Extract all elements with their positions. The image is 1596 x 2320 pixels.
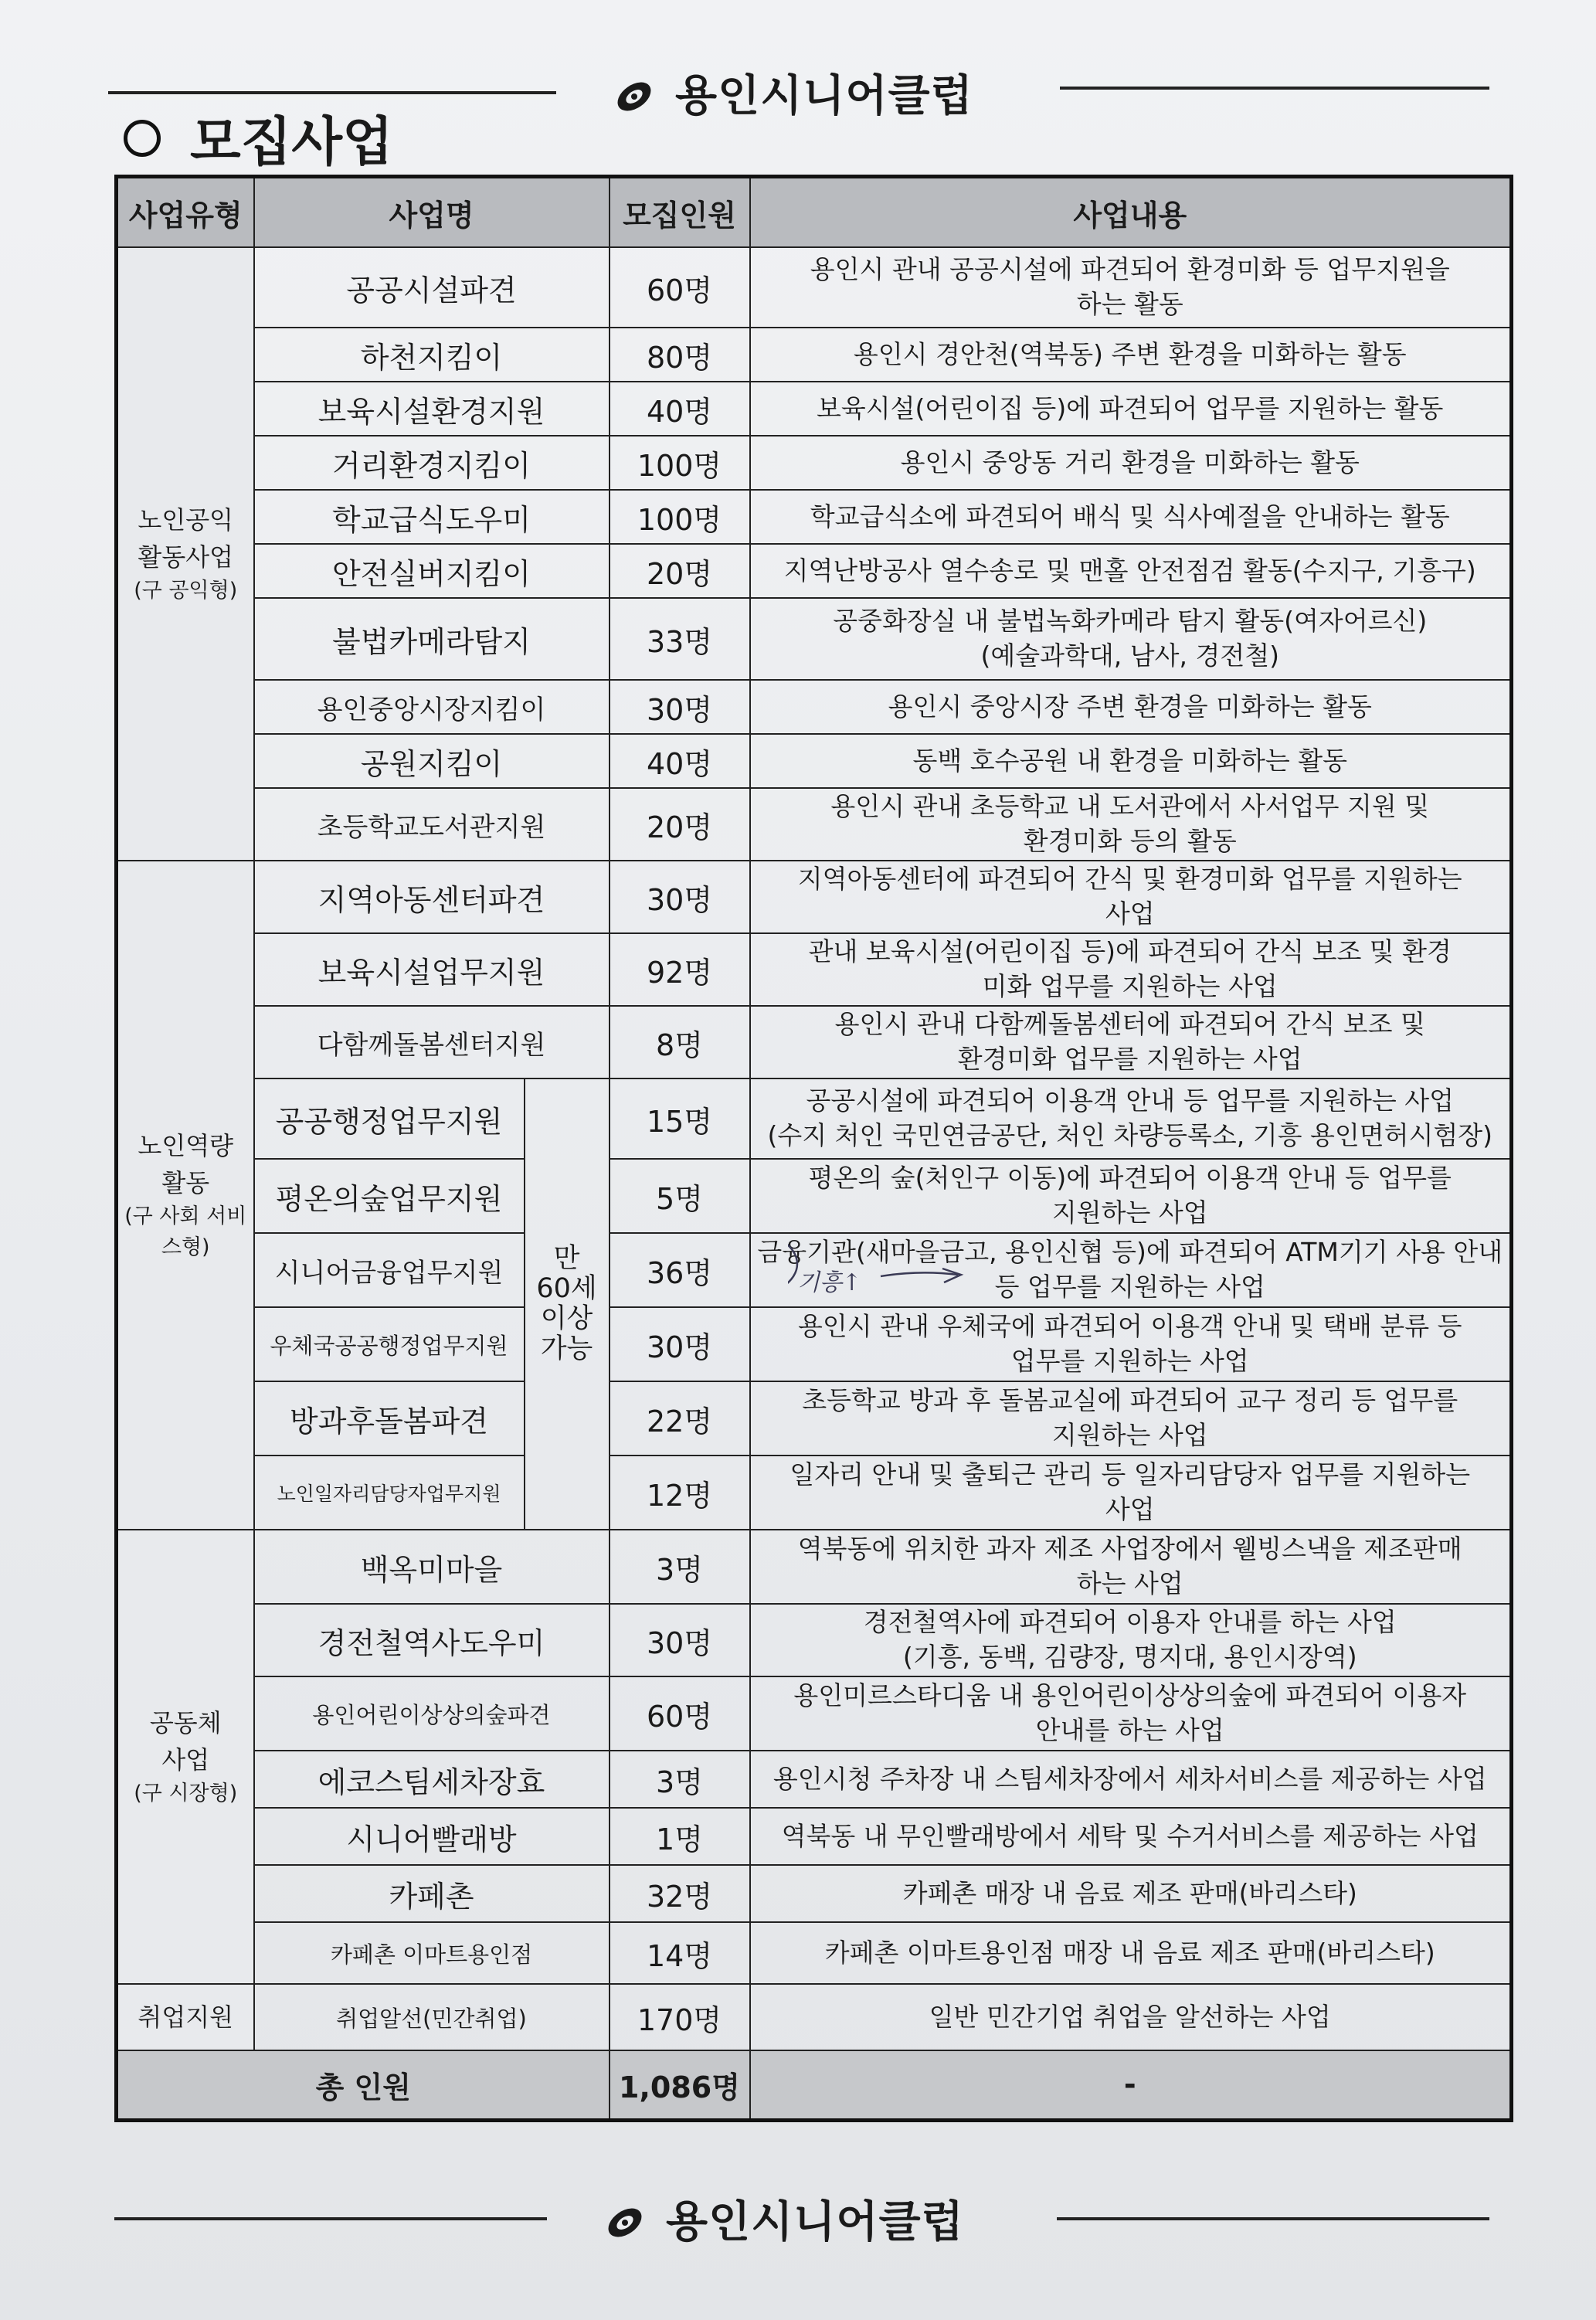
business-name-cell: 노인일자리담당자업무지원 [254, 1456, 525, 1530]
business-name-cell: 에코스팀세차장효 [254, 1751, 610, 1808]
business-type-note: (구 공익형) [134, 578, 238, 603]
business-desc-line: 일반 민간기업 취업을 알선하는 사업 [929, 2001, 1331, 2032]
age-requirement-line: 이상 [540, 1303, 593, 1334]
business-desc-line: 공중화장실 내 불법녹화카메라 탐지 활동(여자어르신) [833, 606, 1428, 637]
header-desc: 사업내용 [750, 177, 1512, 248]
total-desc: - [750, 2050, 1512, 2120]
business-desc-line: 역북동 내 무인빨래방에서 세탁 및 수거서비스를 제공하는 사업 [781, 1820, 1479, 1851]
business-desc-line: 하는 사업 [1076, 1568, 1183, 1598]
recruit-count-cell: 40명 [610, 382, 750, 436]
recruit-count-cell: 14명 [610, 1922, 750, 1984]
age-requirement-line: 60세 [536, 1272, 597, 1304]
business-desc-cell [750, 734, 1512, 788]
business-desc-cell [750, 544, 1512, 598]
business-desc-line: 보육시설(어린이집 등)에 파견되어 업무를 지원하는 활동 [817, 392, 1444, 423]
business-desc-line: 카페촌 이마트용인점 매장 내 음료 제조 판매(바리스타) [824, 1937, 1435, 1968]
senior-club-logo-icon [603, 2201, 647, 2237]
business-desc-line: 용인미르스타디움 내 용인어린이상상의숲에 파견되어 이용자 [793, 1680, 1467, 1711]
footer-rule-left [114, 2217, 547, 2220]
business-name-cell: 안전실버지킴이 [254, 544, 610, 598]
business-desc-cell [750, 1751, 1512, 1808]
age-requirement-cell [525, 1078, 610, 1530]
senior-club-logo-icon [612, 75, 657, 110]
business-desc-line: 학교급식소에 파견되어 배식 및 식사예절을 안내하는 활동 [810, 501, 1450, 532]
business-desc-line: 카페촌 매장 내 음료 제조 판매(바리스타) [902, 1877, 1357, 1908]
handwriting-text: 기흥↑ [797, 1269, 862, 1296]
business-desc-line: 업무를 지원하는 사업 [1010, 1346, 1249, 1376]
recruit-count-cell: 15명 [610, 1078, 750, 1159]
business-desc-line: (기흥, 동백, 김량장, 명지대, 용인시장역) [902, 1642, 1357, 1672]
age-requirement-line: 가능 [540, 1333, 593, 1365]
business-type-cell [117, 1530, 254, 1984]
business-desc-line: 지역아동센터에 파견되어 간식 및 환경미화 업무를 지원하는 [797, 864, 1462, 895]
business-type-line: 취업지원 [138, 2002, 234, 2032]
business-name-cell: 용인어린이상상의숲파견 [254, 1676, 610, 1751]
age-requirement-line: 만 [553, 1242, 580, 1274]
recruit-count-cell: 40명 [610, 734, 750, 788]
business-name-cell: 공공행정업무지원 [254, 1078, 525, 1159]
total-row [117, 2050, 1512, 2120]
business-type-line: 사업 [161, 1744, 210, 1775]
recruit-count-cell: 3명 [610, 1530, 750, 1604]
header-type: 사업유형 [117, 177, 254, 248]
business-type-cell [117, 247, 254, 861]
business-desc-cell [750, 1078, 1512, 1159]
business-type-line: 노인역량 [138, 1130, 234, 1160]
recruitment-table [114, 175, 1513, 2122]
footer-brand [603, 2188, 964, 2250]
business-desc-line: (예술과학대, 남사, 경전철) [980, 640, 1279, 671]
business-desc-line: 금융기관(새마을금고, 용인신협 등)에 파견되어 ATM기기 사용 안내 [757, 1237, 1503, 1268]
recruit-count-cell: 22명 [610, 1381, 750, 1456]
business-desc-cell [750, 598, 1512, 680]
table-header-row [117, 177, 1512, 248]
business-desc-cell [750, 1922, 1512, 1984]
business-name-cell: 학교급식도우미 [254, 490, 610, 544]
business-desc-cell [750, 1676, 1512, 1751]
business-desc-cell [750, 1233, 1512, 1307]
business-name-cell: 다함께돌봄센터지원 [254, 1006, 610, 1078]
table-row [117, 247, 1512, 328]
business-type-cell [117, 1984, 254, 2050]
recruit-count-cell: 12명 [610, 1456, 750, 1530]
business-name-cell: 공원지킴이 [254, 734, 610, 788]
business-desc-line: 환경미화 등의 활동 [1023, 826, 1237, 856]
table-row [117, 1381, 1512, 1456]
business-name-cell: 방과후돌봄파견 [254, 1381, 525, 1456]
table-row [117, 544, 1512, 598]
business-desc-line: 용인시 관내 다함께돌봄센터에 파견되어 간식 보조 및 [834, 1009, 1425, 1040]
business-desc-line: 지역난방공사 열수송로 및 맨홀 안전점검 활동(수지구, 기흥구) [783, 555, 1476, 586]
total-count: 1,086명 [610, 2050, 750, 2120]
business-desc-line: 일자리 안내 및 출퇴근 관리 등 일자리담당자 업무를 지원하는 [790, 1459, 1471, 1490]
section-title-text: 모집사업 [190, 112, 393, 173]
business-desc-line: 지원하는 사업 [1051, 1197, 1208, 1228]
header-rule-left [108, 91, 556, 94]
business-desc-cell [750, 933, 1512, 1006]
business-type-line: 활동 [161, 1167, 210, 1197]
business-name-cell: 백옥미마을 [254, 1530, 610, 1604]
business-desc-cell [750, 490, 1512, 544]
business-desc-line: 평온의 숲(처인구 이동)에 파견되어 이용객 안내 등 업무를 [808, 1163, 1452, 1194]
business-name-cell: 카페촌 [254, 1865, 610, 1922]
table-row [117, 734, 1512, 788]
recruit-count-cell: 20명 [610, 544, 750, 598]
business-desc-line: 미화 업무를 지원하는 사업 [982, 971, 1278, 1001]
recruit-count-cell: 100명 [610, 490, 750, 544]
table-row [117, 680, 1512, 734]
business-name-cell: 카페촌 이마트용인점 [254, 1922, 610, 1984]
business-desc-line: 용인시 관내 공공시설에 파견되어 환경미화 등 업무지원을 [810, 254, 1450, 285]
business-desc-line: 용인시 관내 우체국에 파견되어 이용객 안내 및 택배 분류 등 [798, 1311, 1462, 1342]
recruit-count-cell: 170명 [610, 1984, 750, 2050]
business-desc-line: 등 업무를 지원하는 사업 [994, 1272, 1265, 1302]
business-desc-cell [750, 1865, 1512, 1922]
recruit-count-cell: 36명 [610, 1233, 750, 1307]
table-row [117, 1307, 1512, 1381]
table-row [117, 598, 1512, 680]
table-row [117, 1751, 1512, 1808]
header-name: 사업명 [254, 177, 610, 248]
business-type-note: (구 사회 서비스형) [124, 1204, 247, 1259]
business-desc-line: 용인시 중앙동 거리 환경을 미화하는 활동 [900, 447, 1360, 477]
table-row [117, 1159, 1512, 1233]
business-desc-line: 경전철역사에 파견되어 이용자 안내를 하는 사업 [863, 1607, 1397, 1638]
business-name-cell: 거리환경지킴이 [254, 436, 610, 490]
business-desc-line: 용인시청 주차장 내 스팀세차장에서 세차서비스를 제공하는 사업 [773, 1763, 1487, 1794]
business-type-note: (구 시장형) [134, 1781, 238, 1805]
header-rule-right [1060, 87, 1489, 90]
recruit-count-cell: 20명 [610, 788, 750, 861]
table-row [117, 1984, 1512, 2050]
business-type-line: 공동체 [149, 1707, 222, 1737]
business-desc-cell [750, 382, 1512, 436]
table-row [117, 1676, 1512, 1751]
business-name-cell: 시니어금융업무지원 [254, 1233, 525, 1307]
business-name-cell: 경전철역사도우미 [254, 1604, 610, 1676]
table-row [117, 1808, 1512, 1865]
business-desc-line: 사업 [1105, 898, 1155, 929]
table-row [117, 1233, 1512, 1307]
business-name-cell: 보육시설환경지원 [254, 382, 610, 436]
footer-brand-name: 용인시니어클럽 [666, 2197, 964, 2247]
business-name-cell: 하천지킴이 [254, 328, 610, 382]
business-desc-cell [750, 1381, 1512, 1456]
table-row [117, 328, 1512, 382]
business-desc-cell [750, 1530, 1512, 1604]
recruit-count-cell: 32명 [610, 1865, 750, 1922]
business-desc-line: 초등학교 방과 후 돌봄교실에 파견되어 교구 정리 등 업무를 [802, 1385, 1458, 1416]
recruit-count-cell: 60명 [610, 247, 750, 328]
business-desc-line: 관내 보육시설(어린이집 등)에 파견되어 간식 보조 및 환경 [808, 936, 1452, 967]
business-name-cell: 용인중앙시장지킴이 [254, 680, 610, 734]
recruit-count-cell: 60명 [610, 1676, 750, 1751]
table-row [117, 1530, 1512, 1604]
table-row [117, 1865, 1512, 1922]
business-desc-line: 환경미화 업무를 지원하는 사업 [957, 1044, 1302, 1074]
business-type-line: 활동사업 [138, 542, 234, 572]
table-row [117, 933, 1512, 1006]
business-desc-line: 용인시 경안천(역북동) 주변 환경을 미화하는 활동 [853, 338, 1407, 369]
header-count: 모집인원 [610, 177, 750, 248]
table-row [117, 788, 1512, 861]
business-name-cell: 공공시설파견 [254, 247, 610, 328]
business-name-cell: 지역아동센터파견 [254, 861, 610, 933]
business-name-cell: 평온의숲업무지원 [254, 1159, 525, 1233]
recruit-count-cell: 100명 [610, 436, 750, 490]
table-row [117, 1604, 1512, 1676]
footer-rule-right [1057, 2217, 1489, 2220]
business-name-cell: 우체국공공행정업무지원 [254, 1307, 525, 1381]
recruit-count-cell: 1명 [610, 1808, 750, 1865]
recruit-count-cell: 30명 [610, 1307, 750, 1381]
section-title [124, 100, 393, 175]
business-desc-cell [750, 1307, 1512, 1381]
business-name-cell: 보육시설업무지원 [254, 933, 610, 1006]
table-row [117, 490, 1512, 544]
business-desc-cell [750, 861, 1512, 933]
business-desc-line: 하는 활동 [1076, 289, 1183, 319]
header-brand [612, 62, 973, 124]
header-brand-name: 용인시니어클럽 [675, 71, 973, 121]
business-desc-line: 용인시 관내 초등학교 내 도서관에서 사서업무 지원 및 [830, 791, 1430, 822]
business-name-cell: 초등학교도서관지원 [254, 788, 610, 861]
business-name-cell: 시니어빨래방 [254, 1808, 610, 1865]
business-type-cell [117, 861, 254, 1530]
business-desc-cell [750, 788, 1512, 861]
recruit-count-cell: 92명 [610, 933, 750, 1006]
business-name-cell: 불법카메라탐지 [254, 598, 610, 680]
table-row [117, 382, 1512, 436]
business-desc-line: 용인시 중앙시장 주변 환경을 미화하는 활동 [888, 691, 1372, 722]
business-desc-line: 사업 [1105, 1494, 1155, 1524]
recruit-count-cell: 3명 [610, 1751, 750, 1808]
business-desc-line: (수지 처인 국민연금공단, 처인 차량등록소, 기흥 용인면허시험장) [767, 1120, 1492, 1150]
business-desc-cell [750, 328, 1512, 382]
recruit-count-cell: 80명 [610, 328, 750, 382]
recruit-count-cell: 30명 [610, 1604, 750, 1676]
business-desc-line: 역북동에 위치한 과자 제조 사업장에서 웰빙스낵을 제조판매 [797, 1534, 1462, 1564]
business-desc-line: 지원하는 사업 [1051, 1420, 1208, 1450]
business-desc-cell [750, 1159, 1512, 1233]
table-row [117, 1078, 1512, 1159]
total-label: 총 인원 [117, 2050, 610, 2120]
business-name-cell: 취업알선(민간취업) [254, 1984, 610, 2050]
recruit-count-cell: 33명 [610, 598, 750, 680]
business-desc-cell [750, 1808, 1512, 1865]
business-desc-cell [750, 1456, 1512, 1530]
business-type-line: 노인공익 [138, 504, 234, 535]
business-desc-cell [750, 680, 1512, 734]
business-desc-line: 안내를 하는 사업 [1035, 1715, 1224, 1745]
business-desc-cell [750, 1984, 1512, 2050]
page-footer [108, 2188, 1499, 2250]
business-desc-cell [750, 247, 1512, 328]
recruit-count-cell: 30명 [610, 861, 750, 933]
recruit-count-cell: 30명 [610, 680, 750, 734]
table-row [117, 1006, 1512, 1078]
circle-bullet-icon [124, 120, 161, 157]
table-row [117, 861, 1512, 933]
business-desc-cell [750, 436, 1512, 490]
table-row [117, 1456, 1512, 1530]
table-row [117, 1922, 1512, 1984]
business-desc-line: 동백 호수공원 내 환경을 미화하는 활동 [912, 745, 1347, 776]
recruit-count-cell: 5명 [610, 1159, 750, 1233]
table-row [117, 436, 1512, 490]
recruit-count-cell: 8명 [610, 1006, 750, 1078]
business-desc-cell [750, 1006, 1512, 1078]
business-desc-line: 공공시설에 파견되어 이용객 안내 등 업무를 지원하는 사업 [806, 1085, 1454, 1116]
business-desc-cell [750, 1604, 1512, 1676]
